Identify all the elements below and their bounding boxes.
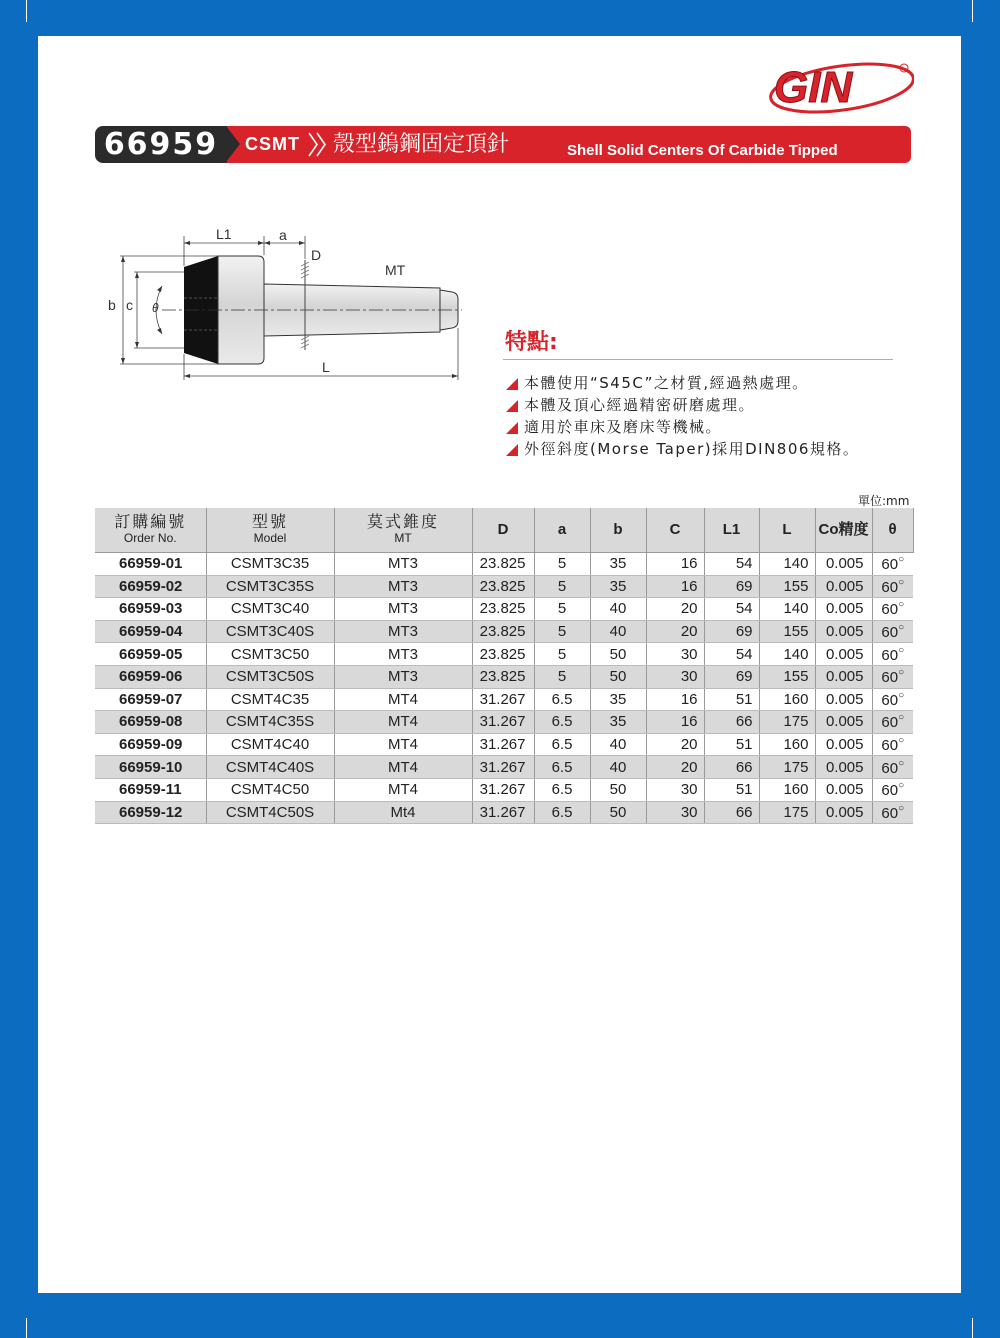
table-cell-b: 40 [590, 620, 646, 643]
gin-logo [764, 58, 914, 114]
header-l1: L1 [704, 508, 759, 553]
dim-label-theta: θ [152, 301, 159, 315]
features-list [503, 372, 893, 460]
table-cell-model: CSMT4C35 [206, 688, 334, 711]
table-cell-b: 40 [590, 733, 646, 756]
table-cell-mt: MT3 [334, 598, 472, 621]
table-row [95, 733, 913, 756]
table-cell-order-no: 66959-03 [95, 598, 206, 621]
table-cell-co: 0.005 [815, 575, 872, 598]
table-cell-d: 31.267 [472, 711, 534, 734]
degree-symbol: ○ [898, 644, 905, 656]
table-cell-c: 30 [646, 778, 704, 801]
triangle-bullet-icon [506, 378, 518, 390]
unit-label: 單位:mm [858, 494, 910, 508]
table-cell-mt: MT3 [334, 553, 472, 576]
degree-symbol: ○ [898, 712, 905, 724]
degree-symbol: ○ [898, 622, 905, 634]
table-cell-co: 0.005 [815, 688, 872, 711]
table-cell-model: CSMT3C35S [206, 575, 334, 598]
table-cell-a: 5 [534, 643, 590, 666]
title-english: Shell Solid Centers Of Carbide Tipped [567, 142, 838, 159]
degree-symbol: ○ [898, 599, 905, 611]
title-bar [95, 126, 911, 163]
dim-label-b: b [108, 297, 116, 313]
features-divider [503, 359, 893, 360]
table-cell-theta: 60○ [872, 778, 913, 801]
header-b: b [590, 508, 646, 553]
table-row [95, 801, 913, 824]
table-cell-l: 140 [759, 553, 815, 576]
table-cell-mt: MT4 [334, 733, 472, 756]
table-cell-c: 16 [646, 688, 704, 711]
table-cell-mt: MT4 [334, 756, 472, 779]
table-cell-a: 5 [534, 575, 590, 598]
triangle-bullet-icon [506, 422, 518, 434]
crop-mark [972, 1318, 973, 1338]
table-cell-l: 155 [759, 620, 815, 643]
table-cell-co: 0.005 [815, 620, 872, 643]
table-cell-b: 50 [590, 778, 646, 801]
table-cell-c: 20 [646, 733, 704, 756]
table-cell-l1: 54 [704, 553, 759, 576]
table-cell-l: 175 [759, 756, 815, 779]
table-row [95, 711, 913, 734]
table-cell-order-no: 66959-07 [95, 688, 206, 711]
table-row [95, 598, 913, 621]
table-cell-c: 30 [646, 801, 704, 824]
technical-drawing [100, 222, 470, 387]
table-row [95, 688, 913, 711]
table-cell-c: 16 [646, 575, 704, 598]
degree-symbol: ○ [898, 689, 905, 701]
table-cell-b: 35 [590, 575, 646, 598]
table-cell-l: 140 [759, 598, 815, 621]
table-cell-b: 35 [590, 553, 646, 576]
table-cell-co: 0.005 [815, 553, 872, 576]
table-cell-b: 35 [590, 711, 646, 734]
feature-item: 本體及頂心經過精密研磨處理。 [503, 394, 893, 416]
table-cell-l1: 69 [704, 575, 759, 598]
table-cell-co: 0.005 [815, 711, 872, 734]
table-header-row [95, 508, 913, 553]
table-cell-l1: 51 [704, 733, 759, 756]
table-cell-co: 0.005 [815, 733, 872, 756]
table-cell-b: 50 [590, 665, 646, 688]
table-cell-theta: 60○ [872, 733, 913, 756]
table-cell-model: CSMT4C40S [206, 756, 334, 779]
table-cell-b: 50 [590, 643, 646, 666]
double-chevron-icon [307, 131, 331, 158]
header-d: D [472, 508, 534, 553]
table-cell-l: 140 [759, 643, 815, 666]
table-cell-order-no: 66959-06 [95, 665, 206, 688]
table-cell-c: 30 [646, 643, 704, 666]
table-cell-a: 6.5 [534, 733, 590, 756]
degree-symbol: ○ [898, 802, 905, 814]
table-cell-mt: MT4 [334, 688, 472, 711]
table-cell-c: 30 [646, 665, 704, 688]
table-cell-order-no: 66959-11 [95, 778, 206, 801]
table-cell-mt: MT3 [334, 620, 472, 643]
table-cell-d: 23.825 [472, 665, 534, 688]
table-cell-d: 31.267 [472, 756, 534, 779]
table-cell-model: CSMT3C40 [206, 598, 334, 621]
table-cell-mt: MT4 [334, 711, 472, 734]
header-order-no: 訂購編號 Order No. [95, 508, 206, 553]
table-cell-l: 175 [759, 801, 815, 824]
feature-item: 適用於車床及磨床等機械。 [503, 416, 893, 438]
table-cell-c: 20 [646, 620, 704, 643]
dim-label-l: L [322, 359, 330, 375]
table-row [95, 553, 913, 576]
table-cell-model: CSMT3C50 [206, 643, 334, 666]
table-cell-order-no: 66959-08 [95, 711, 206, 734]
table-cell-d: 23.825 [472, 620, 534, 643]
triangle-bullet-icon [506, 400, 518, 412]
table-cell-c: 16 [646, 711, 704, 734]
table-cell-b: 35 [590, 688, 646, 711]
table-cell-c: 16 [646, 553, 704, 576]
table-cell-d: 31.267 [472, 778, 534, 801]
header-co: Co精度 [815, 508, 872, 553]
table-cell-d: 23.825 [472, 598, 534, 621]
table-cell-co: 0.005 [815, 665, 872, 688]
table-cell-b: 50 [590, 801, 646, 824]
table-cell-order-no: 66959-12 [95, 801, 206, 824]
table-cell-a: 6.5 [534, 756, 590, 779]
chevron-icon [226, 126, 240, 162]
degree-symbol: ○ [898, 667, 905, 679]
degree-symbol: ○ [898, 780, 905, 792]
table-cell-theta: 60○ [872, 575, 913, 598]
table-cell-theta: 60○ [872, 643, 913, 666]
table-cell-a: 5 [534, 665, 590, 688]
table-cell-model: CSMT3C50S [206, 665, 334, 688]
table-cell-mt: MT3 [334, 665, 472, 688]
table-cell-l: 175 [759, 711, 815, 734]
table-cell-l1: 66 [704, 711, 759, 734]
table-cell-model: CSMT4C50S [206, 801, 334, 824]
features-section [503, 328, 893, 460]
table-row [95, 756, 913, 779]
table-cell-a: 5 [534, 553, 590, 576]
spec-table [95, 508, 914, 824]
table-cell-b: 40 [590, 756, 646, 779]
table-cell-co: 0.005 [815, 598, 872, 621]
table-cell-co: 0.005 [815, 756, 872, 779]
dim-label-a: a [279, 227, 287, 243]
crop-mark [26, 1318, 27, 1338]
table-cell-theta: 60○ [872, 801, 913, 824]
table-cell-a: 5 [534, 598, 590, 621]
table-cell-a: 6.5 [534, 711, 590, 734]
table-cell-l1: 54 [704, 643, 759, 666]
table-cell-order-no: 66959-09 [95, 733, 206, 756]
table-cell-theta: 60○ [872, 620, 913, 643]
dim-label-mt: MT [385, 262, 406, 278]
table-cell-order-no: 66959-04 [95, 620, 206, 643]
table-cell-order-no: 66959-10 [95, 756, 206, 779]
header-theta: θ [872, 508, 913, 553]
table-row [95, 575, 913, 598]
crop-mark [972, 0, 973, 22]
table-cell-theta: 60○ [872, 756, 913, 779]
table-cell-theta: 60○ [872, 665, 913, 688]
table-cell-theta: 60○ [872, 598, 913, 621]
dim-label-l1: L1 [216, 226, 232, 242]
table-cell-d: 31.267 [472, 801, 534, 824]
table-cell-model: CSMT4C35S [206, 711, 334, 734]
dim-label-c: c [126, 297, 133, 313]
table-cell-co: 0.005 [815, 778, 872, 801]
header-l: L [759, 508, 815, 553]
table-cell-order-no: 66959-05 [95, 643, 206, 666]
table-cell-l: 160 [759, 688, 815, 711]
table-cell-l1: 54 [704, 598, 759, 621]
table-cell-model: CSMT3C40S [206, 620, 334, 643]
table-cell-co: 0.005 [815, 643, 872, 666]
table-cell-l1: 69 [704, 620, 759, 643]
table-cell-l1: 69 [704, 665, 759, 688]
table-row [95, 620, 913, 643]
table-cell-d: 31.267 [472, 688, 534, 711]
table-cell-l1: 51 [704, 688, 759, 711]
table-cell-d: 23.825 [472, 643, 534, 666]
header-a: a [534, 508, 590, 553]
table-cell-l1: 66 [704, 801, 759, 824]
header-mt: 莫式錐度 MT [334, 508, 472, 553]
table-row [95, 778, 913, 801]
logo-text: GIN [774, 63, 853, 112]
degree-symbol: ○ [898, 757, 905, 769]
table-cell-model: CSMT4C40 [206, 733, 334, 756]
table-cell-model: CSMT3C35 [206, 553, 334, 576]
table-cell-order-no: 66959-01 [95, 553, 206, 576]
triangle-bullet-icon [506, 444, 518, 456]
table-cell-a: 6.5 [534, 778, 590, 801]
feature-item: 本體使用“S45C”之材質,經過熱處理。 [503, 372, 893, 394]
table-cell-mt: MT4 [334, 778, 472, 801]
table-row [95, 643, 913, 666]
table-cell-a: 6.5 [534, 688, 590, 711]
table-cell-mt: MT3 [334, 643, 472, 666]
table-cell-l1: 51 [704, 778, 759, 801]
header-c: C [646, 508, 704, 553]
product-code: 66959 [95, 126, 227, 163]
dim-label-d: D [311, 247, 322, 263]
features-title: 特點: [505, 330, 558, 355]
table-cell-l: 155 [759, 575, 815, 598]
header-model: 型號 Model [206, 508, 334, 553]
table-cell-a: 6.5 [534, 801, 590, 824]
degree-symbol: ○ [898, 576, 905, 588]
table-cell-co: 0.005 [815, 801, 872, 824]
table-cell-l: 160 [759, 733, 815, 756]
table-cell-mt: MT3 [334, 575, 472, 598]
table-cell-mt: Mt4 [334, 801, 472, 824]
table-cell-d: 23.825 [472, 553, 534, 576]
table-cell-l: 155 [759, 665, 815, 688]
table-cell-model: CSMT4C50 [206, 778, 334, 801]
table-cell-order-no: 66959-02 [95, 575, 206, 598]
table-row [95, 665, 913, 688]
degree-symbol: ○ [898, 735, 905, 747]
table-cell-l1: 66 [704, 756, 759, 779]
table-cell-c: 20 [646, 756, 704, 779]
title-chinese: 殼型鎢鋼固定頂針 [333, 132, 510, 157]
table-cell-d: 31.267 [472, 733, 534, 756]
degree-symbol: ○ [898, 554, 905, 566]
crop-mark [26, 0, 27, 22]
table-cell-theta: 60○ [872, 711, 913, 734]
series-code: CSMT [245, 134, 300, 154]
table-cell-d: 23.825 [472, 575, 534, 598]
table-cell-theta: 60○ [872, 553, 913, 576]
table-cell-c: 20 [646, 598, 704, 621]
feature-item: 外徑斜度(Morse Taper)採用DIN806規格。 [503, 438, 893, 460]
table-cell-a: 5 [534, 620, 590, 643]
table-cell-theta: 60○ [872, 688, 913, 711]
table-cell-l: 160 [759, 778, 815, 801]
table-cell-b: 40 [590, 598, 646, 621]
